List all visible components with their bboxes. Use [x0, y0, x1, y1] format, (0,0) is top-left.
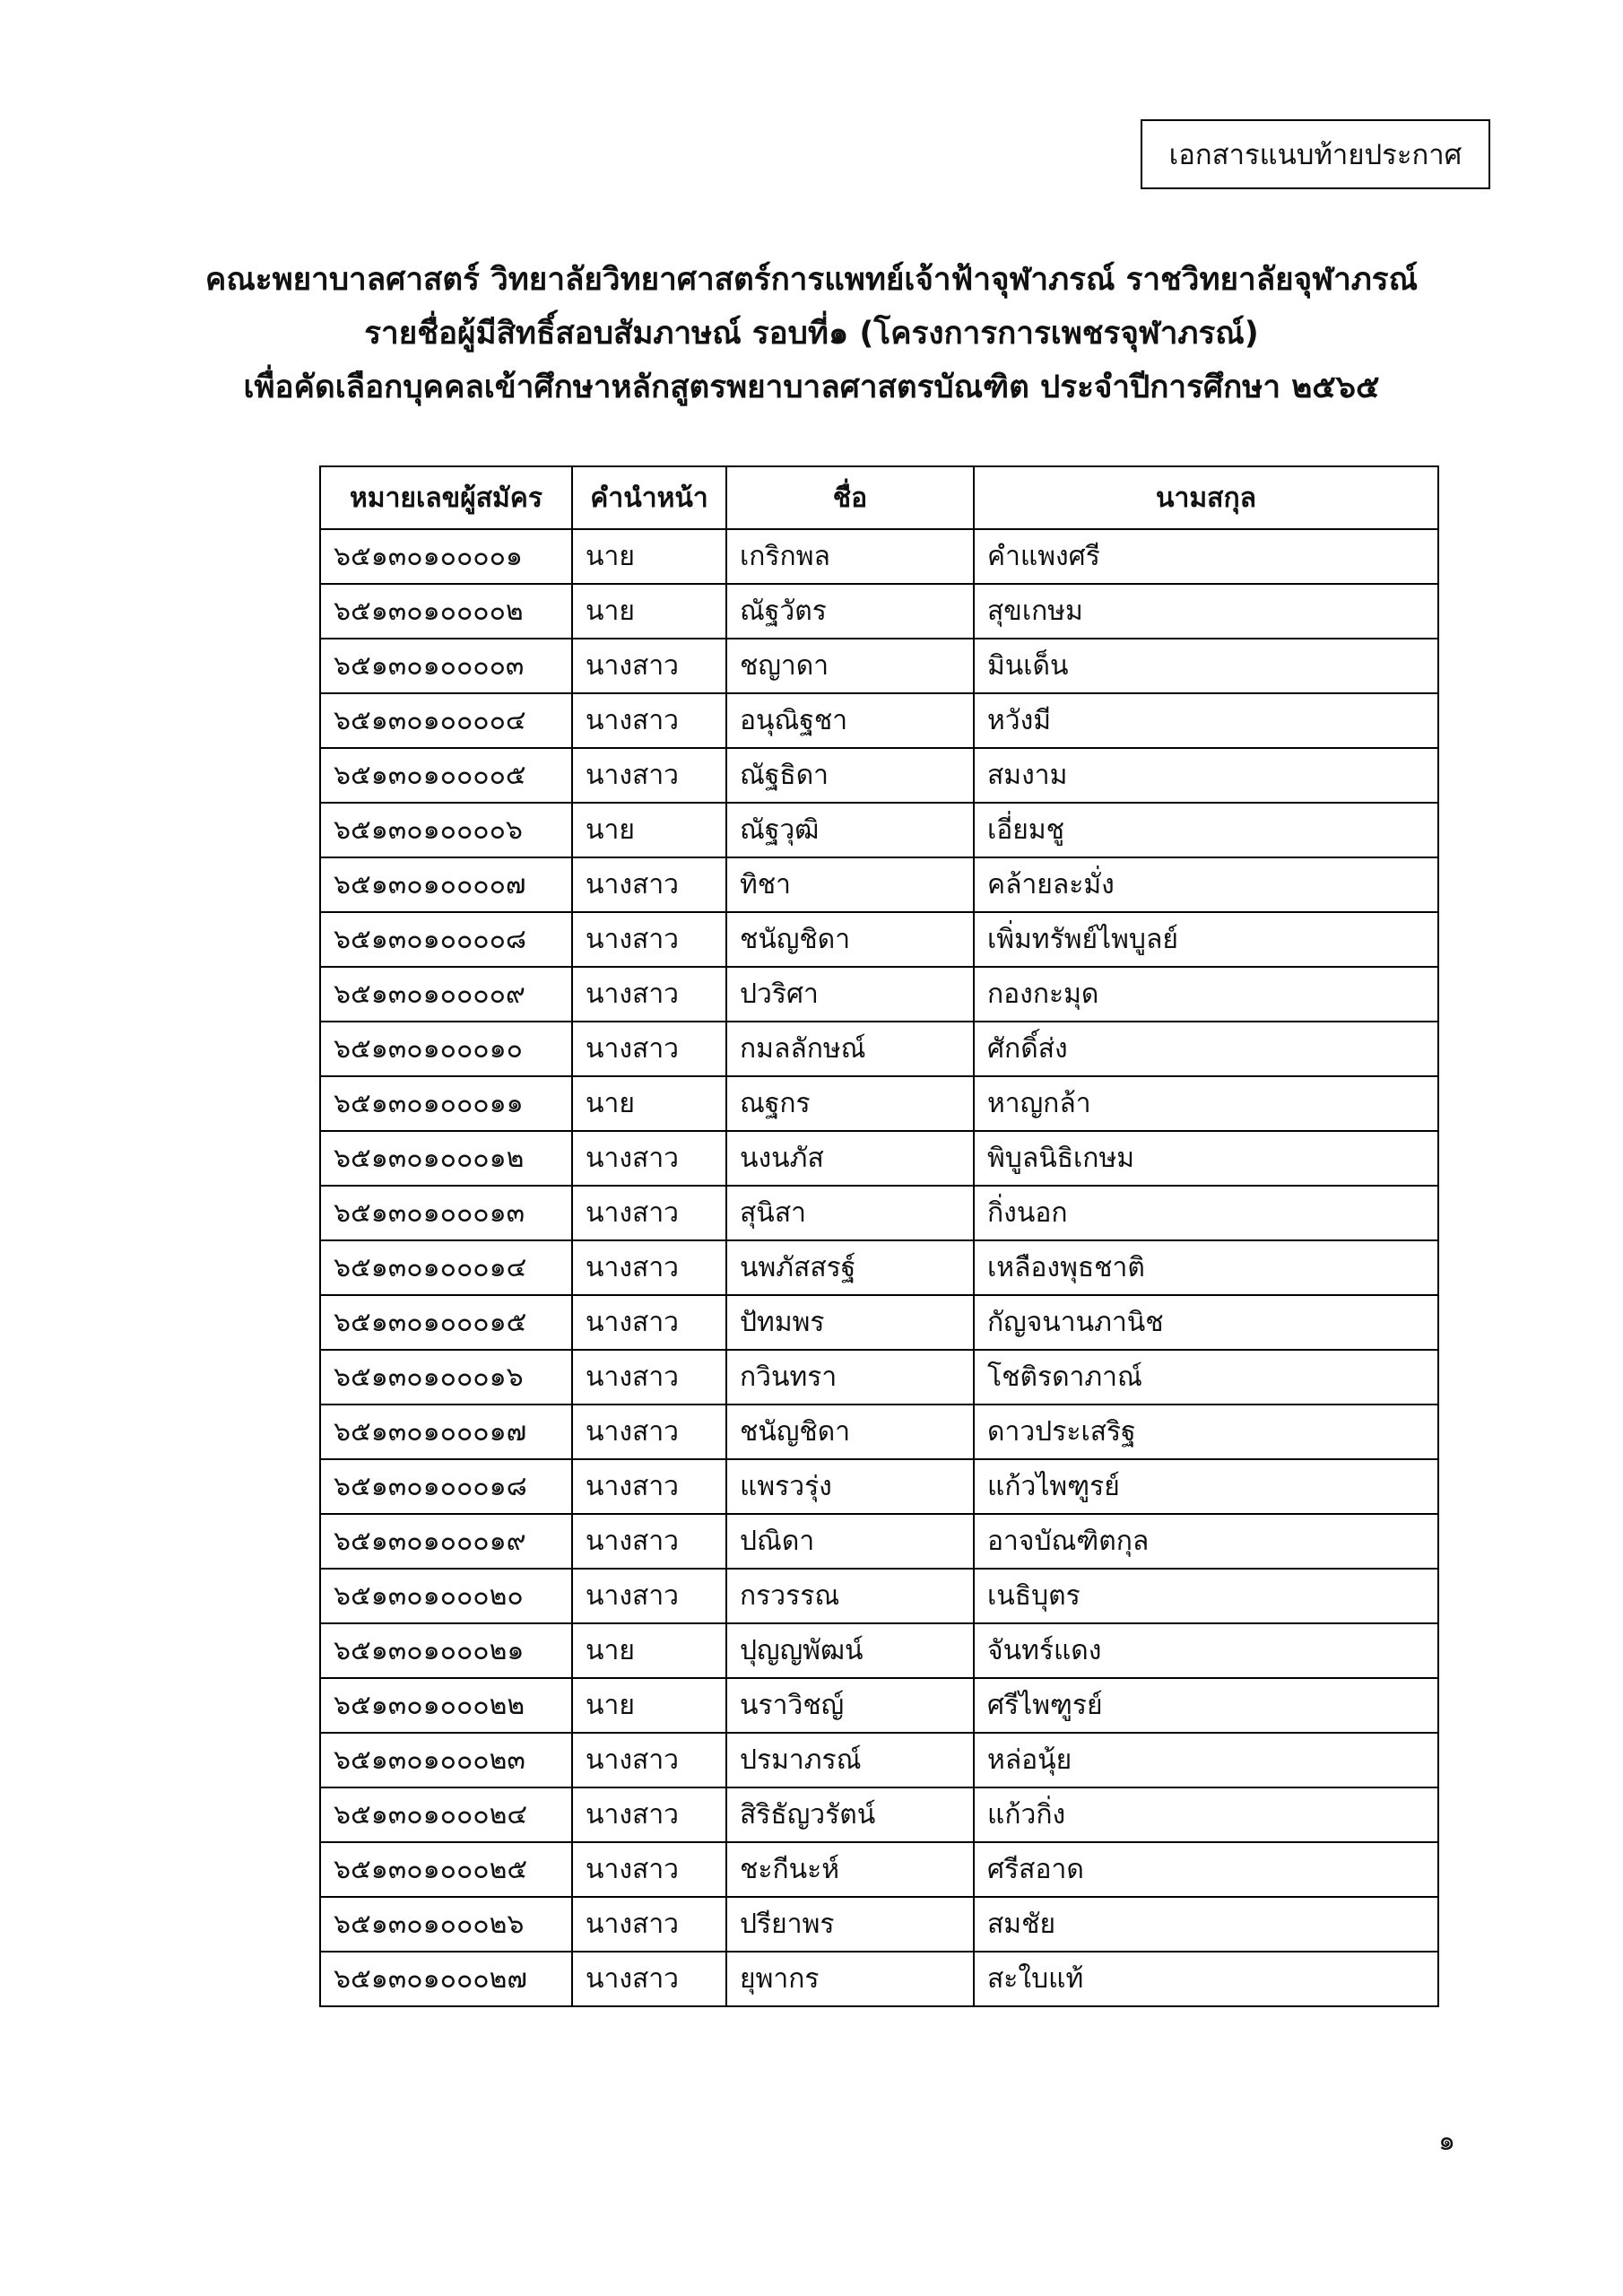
cell-first-name: สุนิสา — [726, 1186, 974, 1240]
cell-title-prefix: นางสาว — [572, 1514, 726, 1569]
cell-title-prefix: นาย — [572, 584, 726, 639]
cell-first-name: ณัฐวัตร — [726, 584, 974, 639]
cell-applicant-number: ๖๕๑๓๐๑๐๐๐๑๘ — [320, 1459, 572, 1514]
cell-applicant-number: ๖๕๑๓๐๑๐๐๐๒๗ — [320, 1952, 572, 2006]
cell-last-name: สมงาม — [974, 748, 1438, 803]
cell-applicant-number: ๖๕๑๓๐๑๐๐๐๒๓ — [320, 1733, 572, 1787]
table-row — [320, 1240, 1438, 1295]
table-row — [320, 1405, 1438, 1459]
cell-first-name: อนุณิฐชา — [726, 693, 974, 748]
cell-first-name: เกริกพล — [726, 529, 974, 584]
table-row — [320, 912, 1438, 967]
cell-last-name: เพิ่มทรัพย์ไพบูลย์ — [974, 912, 1438, 967]
cell-title-prefix: นางสาว — [572, 1733, 726, 1787]
cell-applicant-number: ๖๕๑๓๐๑๐๐๐๐๗ — [320, 857, 572, 912]
cell-last-name: สะใบแท้ — [974, 1952, 1438, 2006]
table-row — [320, 1514, 1438, 1569]
cell-title-prefix: นางสาว — [572, 1787, 726, 1842]
cell-title-prefix: นาย — [572, 803, 726, 857]
cell-last-name: กิ่งนอก — [974, 1186, 1438, 1240]
header-applicant-number: หมายเลขผู้สมัคร — [320, 466, 572, 529]
cell-first-name: นงนภัส — [726, 1131, 974, 1186]
cell-applicant-number: ๖๕๑๓๐๑๐๐๐๐๓ — [320, 639, 572, 693]
cell-first-name: นราวิชญ์ — [726, 1678, 974, 1733]
cell-title-prefix: นาย — [572, 1678, 726, 1733]
table-row — [320, 748, 1438, 803]
document-heading — [0, 253, 1623, 414]
cell-applicant-number: ๖๕๑๓๐๑๐๐๐๑๕ — [320, 1295, 572, 1350]
cell-last-name: สุขเกษม — [974, 584, 1438, 639]
cell-first-name: ชะกีนะห์ — [726, 1842, 974, 1897]
cell-last-name: แก้วไพฑูรย์ — [974, 1459, 1438, 1514]
cell-title-prefix: นางสาว — [572, 1186, 726, 1240]
cell-first-name: ทิชา — [726, 857, 974, 912]
cell-first-name: กวินทรา — [726, 1350, 974, 1405]
table-row — [320, 1733, 1438, 1787]
cell-first-name: กรวรรณ — [726, 1569, 974, 1623]
cell-title-prefix: นางสาว — [572, 1022, 726, 1076]
cell-applicant-number: ๖๕๑๓๐๑๐๐๐๐๕ — [320, 748, 572, 803]
cell-first-name: แพรวรุ่ง — [726, 1459, 974, 1514]
table-row — [320, 1186, 1438, 1240]
cell-first-name: ปวริศา — [726, 967, 974, 1022]
cell-last-name: มินเด็น — [974, 639, 1438, 693]
cell-applicant-number: ๖๕๑๓๐๑๐๐๐๑๒ — [320, 1131, 572, 1186]
cell-applicant-number: ๖๕๑๓๐๑๐๐๐๑๖ — [320, 1350, 572, 1405]
cell-applicant-number: ๖๕๑๓๐๑๐๐๐๑๗ — [320, 1405, 572, 1459]
cell-first-name: ชนัญชิดา — [726, 912, 974, 967]
cell-last-name: ศรีสอาด — [974, 1842, 1438, 1897]
cell-last-name: ศรีไพฑูรย์ — [974, 1678, 1438, 1733]
cell-last-name: คำแพงศรี — [974, 529, 1438, 584]
table-row — [320, 1678, 1438, 1733]
cell-applicant-number: ๖๕๑๓๐๑๐๐๐๐๑ — [320, 529, 572, 584]
cell-applicant-number: ๖๕๑๓๐๑๐๐๐๒๖ — [320, 1897, 572, 1952]
table-row — [320, 1623, 1438, 1678]
cell-last-name: จันทร์แดง — [974, 1623, 1438, 1678]
table-header-row — [320, 466, 1438, 529]
cell-title-prefix: นางสาว — [572, 1897, 726, 1952]
cell-applicant-number: ๖๕๑๓๐๑๐๐๐๐๔ — [320, 693, 572, 748]
table-row — [320, 639, 1438, 693]
cell-last-name: โชติรดาภาณ์ — [974, 1350, 1438, 1405]
cell-title-prefix: นาย — [572, 1076, 726, 1131]
cell-title-prefix: นางสาว — [572, 1350, 726, 1405]
cell-first-name: นพภัสสรฐ์ — [726, 1240, 974, 1295]
cell-last-name: เนธิบุตร — [974, 1569, 1438, 1623]
cell-first-name: ณัฐวุฒิ — [726, 803, 974, 857]
cell-first-name: ปุญญพัฒน์ — [726, 1623, 974, 1678]
header-last-name: นามสกุล — [974, 466, 1438, 529]
cell-title-prefix: นางสาว — [572, 639, 726, 693]
cell-first-name: ปรียาพร — [726, 1897, 974, 1952]
cell-title-prefix: นางสาว — [572, 1569, 726, 1623]
cell-last-name: เอี่ยมชู — [974, 803, 1438, 857]
document-attachment-label: เอกสารแนบท้ายประกาศ — [1141, 119, 1490, 189]
table-row — [320, 1952, 1438, 2006]
table-row — [320, 693, 1438, 748]
cell-applicant-number: ๖๕๑๓๐๑๐๐๐๒๔ — [320, 1787, 572, 1842]
cell-last-name: พิบูลนิธิเกษม — [974, 1131, 1438, 1186]
cell-applicant-number: ๖๕๑๓๐๑๐๐๐๑๙ — [320, 1514, 572, 1569]
cell-title-prefix: นางสาว — [572, 1459, 726, 1514]
cell-title-prefix: นาย — [572, 1623, 726, 1678]
cell-title-prefix: นางสาว — [572, 1405, 726, 1459]
cell-first-name: ณัฐธิดา — [726, 748, 974, 803]
table-row — [320, 1295, 1438, 1350]
cell-title-prefix: นางสาว — [572, 693, 726, 748]
table-row — [320, 803, 1438, 857]
table-row — [320, 1131, 1438, 1186]
cell-applicant-number: ๖๕๑๓๐๑๐๐๐๐๒ — [320, 584, 572, 639]
cell-last-name: อาจบัณฑิตกุล — [974, 1514, 1438, 1569]
cell-last-name: ดาวประเสริฐ — [974, 1405, 1438, 1459]
cell-first-name: ชนัญชิดา — [726, 1405, 974, 1459]
cell-last-name: กองกะมุด — [974, 967, 1438, 1022]
cell-applicant-number: ๖๕๑๓๐๑๐๐๐๒๑ — [320, 1623, 572, 1678]
cell-last-name: หล่อนุ้ย — [974, 1733, 1438, 1787]
cell-last-name: กัญจนานภานิช — [974, 1295, 1438, 1350]
cell-title-prefix: นาย — [572, 529, 726, 584]
cell-applicant-number: ๖๕๑๓๐๑๐๐๐๒๐ — [320, 1569, 572, 1623]
table-body — [320, 529, 1438, 2006]
cell-last-name: หวังมี — [974, 693, 1438, 748]
cell-applicant-number: ๖๕๑๓๐๑๐๐๐๑๐ — [320, 1022, 572, 1076]
table-row — [320, 857, 1438, 912]
cell-last-name: ศักดิ์ส่ง — [974, 1022, 1438, 1076]
cell-title-prefix: นางสาว — [572, 1295, 726, 1350]
heading-line-faculty: คณะพยาบาลศาสตร์ วิทยาลัยวิทยาศาสตร์การแพทย์เจ้าฟ้าจุฬาภรณ์ ราชวิทยาลัยจุฬาภรณ์ — [204, 262, 1419, 298]
cell-first-name: ชญาดา — [726, 639, 974, 693]
cell-first-name: ยุพากร — [726, 1952, 974, 2006]
cell-first-name: กมลลักษณ์ — [726, 1022, 974, 1076]
cell-applicant-number: ๖๕๑๓๐๑๐๐๐๐๘ — [320, 912, 572, 967]
cell-applicant-number: ๖๕๑๓๐๑๐๐๐๐๖ — [320, 803, 572, 857]
cell-last-name: เหลืองพุธชาติ — [974, 1240, 1438, 1295]
cell-last-name: สมชัย — [974, 1897, 1438, 1952]
cell-last-name: หาญกล้า — [974, 1076, 1438, 1131]
header-title-prefix: คำนำหน้า — [572, 466, 726, 529]
table-row — [320, 1897, 1438, 1952]
cell-first-name: ปัทมพร — [726, 1295, 974, 1350]
cell-applicant-number: ๖๕๑๓๐๑๐๐๐๑๑ — [320, 1076, 572, 1131]
table-row — [320, 1569, 1438, 1623]
cell-title-prefix: นางสาว — [572, 1131, 726, 1186]
cell-applicant-number: ๖๕๑๓๐๑๐๐๐๒๕ — [320, 1842, 572, 1897]
cell-first-name: ณฐกร — [726, 1076, 974, 1131]
cell-applicant-number: ๖๕๑๓๐๑๐๐๐๐๙ — [320, 967, 572, 1022]
heading-line-purpose: เพื่อคัดเลือกบุคคลเข้าศึกษาหลักสูตรพยาบาลศาสตรบัณฑิต ประจำปีการศึกษา ๒๕๖๕ — [243, 370, 1380, 405]
candidate-table — [319, 465, 1439, 2007]
table-row — [320, 1022, 1438, 1076]
cell-applicant-number: ๖๕๑๓๐๑๐๐๐๑๓ — [320, 1186, 572, 1240]
cell-applicant-number: ๖๕๑๓๐๑๐๐๐๑๔ — [320, 1240, 572, 1295]
table-row — [320, 1842, 1438, 1897]
cell-title-prefix: นางสาว — [572, 912, 726, 967]
page-number: ๑ — [1438, 2126, 1456, 2157]
cell-title-prefix: นางสาว — [572, 857, 726, 912]
table-row — [320, 1787, 1438, 1842]
cell-title-prefix: นางสาว — [572, 748, 726, 803]
table-row — [320, 1076, 1438, 1131]
cell-title-prefix: นางสาว — [572, 1240, 726, 1295]
cell-first-name: ปณิดา — [726, 1514, 974, 1569]
table-row — [320, 584, 1438, 639]
cell-applicant-number: ๖๕๑๓๐๑๐๐๐๒๒ — [320, 1678, 572, 1733]
header-first-name: ชื่อ — [726, 466, 974, 529]
cell-title-prefix: นางสาว — [572, 1842, 726, 1897]
cell-title-prefix: นางสาว — [572, 967, 726, 1022]
cell-last-name: แก้วกิ่ง — [974, 1787, 1438, 1842]
table-row — [320, 1459, 1438, 1514]
heading-line-title: รายชื่อผู้มีสิทธิ์สอบสัมภาษณ์ รอบที่๑ (โครงการการเพชรจุฬาภรณ์) — [364, 316, 1259, 352]
cell-first-name: ปรมาภรณ์ — [726, 1733, 974, 1787]
cell-first-name: สิริธัญวรัตน์ — [726, 1787, 974, 1842]
cell-last-name: คล้ายละมั่ง — [974, 857, 1438, 912]
table-row — [320, 529, 1438, 584]
cell-title-prefix: นางสาว — [572, 1952, 726, 2006]
table-row — [320, 967, 1438, 1022]
table-row — [320, 1350, 1438, 1405]
